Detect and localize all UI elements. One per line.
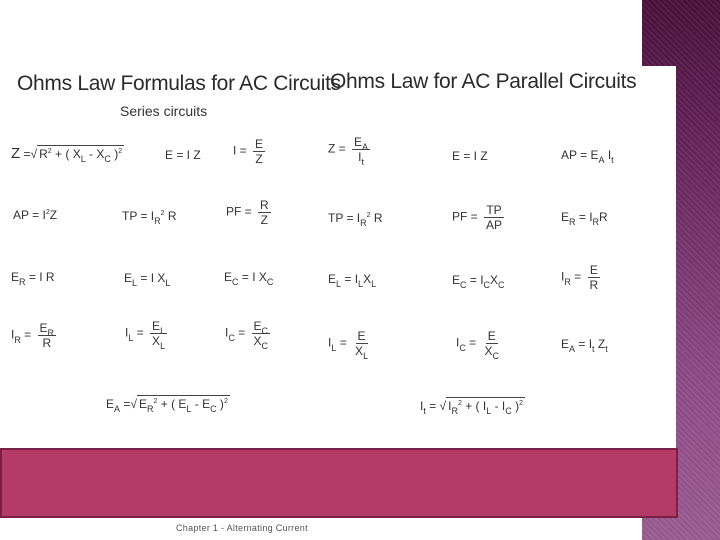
formula-ir-parallel: $I_R$ = $\frac{E}{R}$ xyxy=(561,263,599,292)
formula-tp-parallel: TP = $I_R^2$ R xyxy=(328,211,383,228)
formula-ic-series: $I_C$ = $\frac{E_C}{X_C}$ xyxy=(225,319,269,351)
formula-z-parallel: Z = $\frac{E_A}{I_t}$ xyxy=(328,135,369,167)
formula-ec-parallel: $E_C = I_CX_C$ xyxy=(452,273,505,290)
formula-er-parallel: $E_R = I_RR$ xyxy=(561,210,608,227)
formula-e-iz-parallel: E = I Z xyxy=(452,149,488,163)
formula-tp-series: TP = $I_R^2$ R xyxy=(122,209,177,226)
formula-pf-parallel: PF = $\frac{TP}{AP}$ xyxy=(452,203,503,232)
formula-el-series: $E_L = I$ $X_L$ xyxy=(124,271,171,288)
series-heading: Series circuits xyxy=(120,103,208,119)
formula-z-series: Z =√ $R^2$ + ( $X_L - X_C$ )$^2$ xyxy=(11,145,123,164)
formula-ec-series: $E_C = I$ $X_C$ xyxy=(224,270,274,287)
left-title: Ohms Law Formulas for AC Circuits xyxy=(17,72,341,95)
right-title: Ohms Law for AC Parallel Circuits xyxy=(330,70,637,93)
formula-ic-parallel: $I_C$ = $\frac{E}{X_C}$ xyxy=(456,329,500,361)
formula-ap-series: AP = $I^2Z$ xyxy=(13,208,58,222)
accent-band xyxy=(0,448,678,518)
formula-er-series: $E_R = I$ R xyxy=(11,270,55,287)
formula-it-parallel: $I_t$ = √ $I_R^2$ + ( $I_L - I_C$ )$^2$ xyxy=(420,399,523,416)
formula-il-parallel: $I_L$ = $\frac{E}{X_L}$ xyxy=(328,329,369,361)
formula-sheet-image xyxy=(0,66,676,456)
footer-text: Chapter 1 - Alternating Current xyxy=(176,523,308,533)
formula-pf-series: PF = $\frac{R}{Z}$ xyxy=(226,198,269,227)
formula-e-iz: E = I Z xyxy=(165,148,201,162)
formula-i-ez: I = $\frac{E}{Z}$ xyxy=(233,137,264,166)
formula-ea-series: $E_A$ =√ $E_R^2$ + ( $E_L - E_C$ )$^2$ xyxy=(106,397,228,414)
formula-el-parallel: $E_L = I_LX_L$ xyxy=(328,272,377,289)
formula-ir-series: $I_R$ = $\frac{E_R}{R}$ xyxy=(11,321,55,350)
formula-ea-parallel: $E_A = I_t$ $Z_t$ xyxy=(561,337,608,354)
formula-il-series: $I_L$ = $\frac{E_L}{X_L}$ xyxy=(125,319,166,351)
formula-ap-parallel: AP = $E_A$ $I_t$ xyxy=(561,148,614,165)
